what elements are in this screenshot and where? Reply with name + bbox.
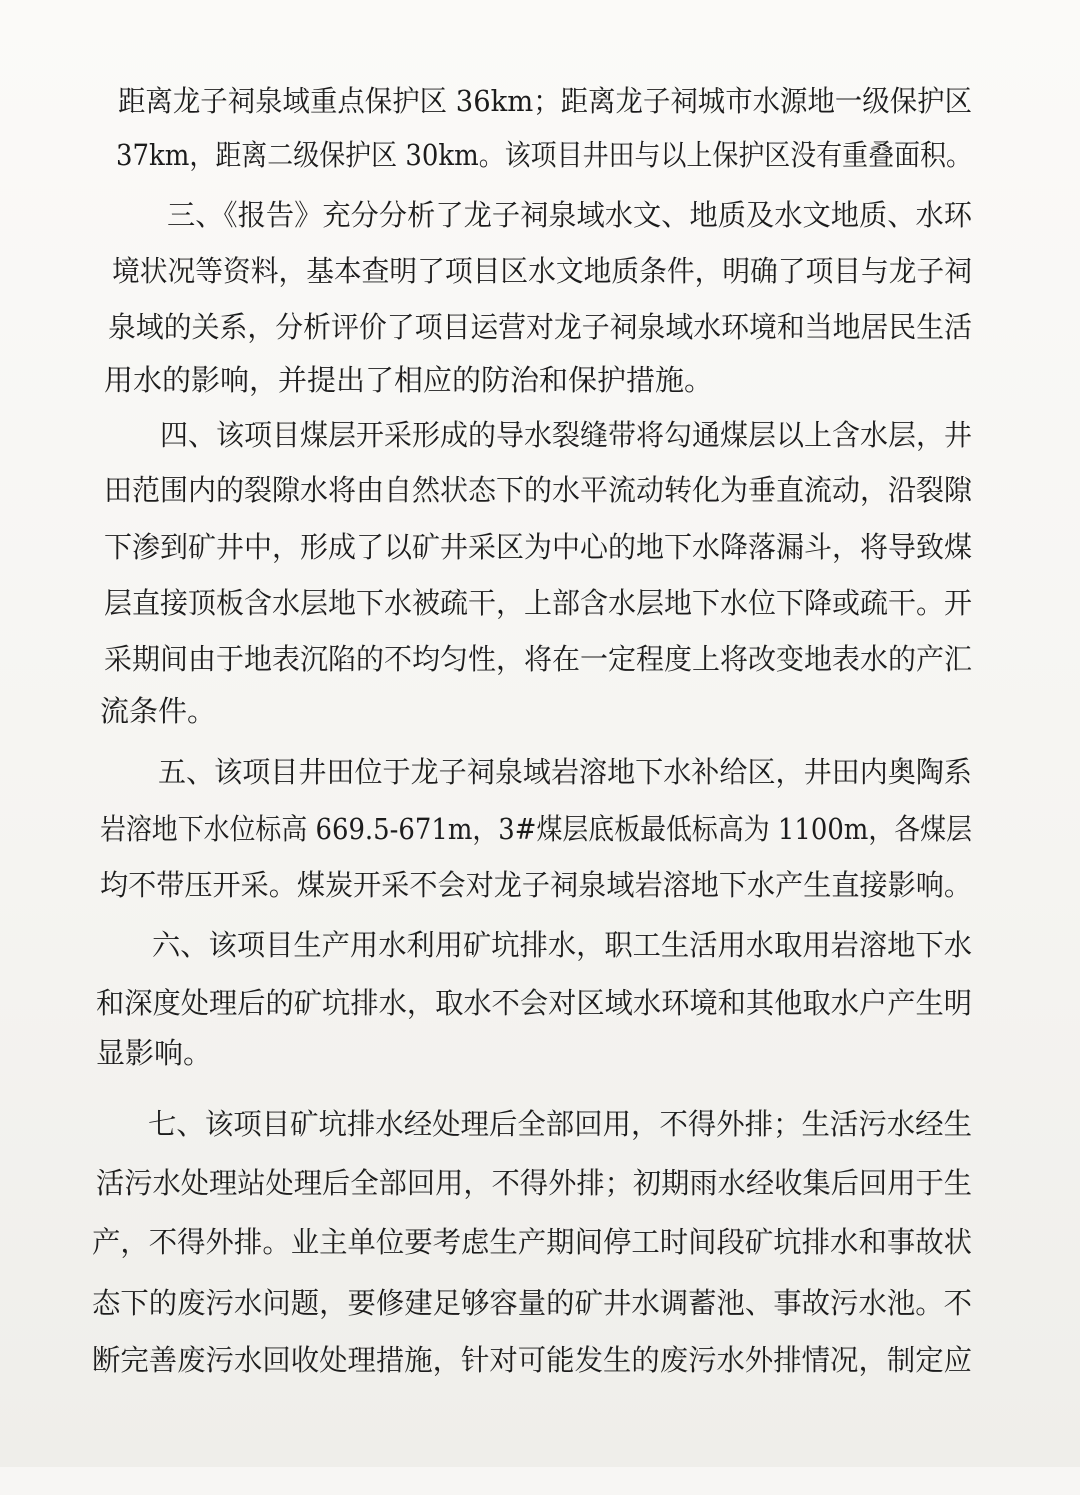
text-line bbox=[0, 1156, 1080, 1210]
text-line bbox=[0, 632, 1080, 686]
line-text: 六、该项目生产用水利用矿坑排水，职工生活用水取用岩溶地下水 bbox=[152, 928, 972, 962]
line-text: 七、该项目矿坑排水经处理后全部回用，不得外排；生活污水经生 bbox=[148, 1107, 972, 1141]
text-line bbox=[0, 300, 1080, 354]
line-text: 四、该项目煤层开采形成的导水裂缝带将勾通煤层以上含水层，井 bbox=[160, 418, 972, 452]
text-line bbox=[0, 684, 1080, 738]
line-text: 岩溶地下水位标高 669.5-671m，3#煤层底板最低标高为 1100m，各煤层 bbox=[100, 812, 972, 846]
line-text: 显影响。 bbox=[96, 1036, 213, 1070]
line-text: 泉域的关系，分析评价了项目运营对龙子祠泉域水环境和当地居民生活 bbox=[108, 310, 972, 344]
line-text: 三、《报告》充分分析了龙子祠泉域水文、地质及水文地质、水环 bbox=[167, 198, 972, 232]
line-text: 境状况等资料，基本查明了项目区水文地质条件，明确了项目与龙子祠 bbox=[112, 254, 972, 288]
text-line bbox=[0, 976, 1080, 1030]
text-line bbox=[0, 1026, 1080, 1080]
text-line bbox=[0, 1333, 1080, 1387]
line-text: 用水的影响，并提出了相应的防治和保护措施。 bbox=[104, 363, 714, 397]
line-text: 态下的废污水问题，要修建足够容量的矿井水调蓄池、事故污水池。不 bbox=[92, 1286, 972, 1320]
line-text: 活污水处理站处理后全部回用，不得外排；初期雨水经收集后回用于生 bbox=[96, 1166, 972, 1200]
line-text: 流条件。 bbox=[100, 694, 217, 728]
text-line bbox=[0, 576, 1080, 630]
line-text: 距离龙子祠泉域重点保护区 36km；距离龙子祠城市水源地一级保护区 bbox=[118, 84, 972, 118]
text-line bbox=[0, 74, 1080, 128]
line-text: 采期间由于地表沉陷的不均匀性，将在一定程度上将改变地表水的产汇 bbox=[104, 642, 972, 676]
text-line bbox=[0, 353, 1080, 407]
text-line bbox=[0, 1097, 1080, 1151]
line-text: 和深度处理后的矿坑排水，取水不会对区域水环境和其他取水户产生明 bbox=[96, 986, 972, 1020]
line-text: 断完善废污水回收处理措施，针对可能发生的废污水外排情况，制定应 bbox=[92, 1343, 972, 1377]
text-line bbox=[0, 1276, 1080, 1330]
text-line bbox=[0, 1215, 1080, 1269]
line-text: 37km，距离二级保护区 30km。该项目井田与以上保护区没有重叠面积。 bbox=[116, 138, 972, 172]
line-text: 产，不得外排。业主单位要考虑生产期间停工时间段矿坑排水和事故状 bbox=[92, 1225, 972, 1259]
line-text: 均不带压开采。煤炭开采不会对龙子祠泉域岩溶地下水产生直接影响。 bbox=[100, 868, 972, 902]
line-text: 五、该项目井田位于龙子祠泉域岩溶地下水补给区，井田内奥陶系 bbox=[158, 755, 972, 789]
line-text: 下渗到矿井中，形成了以矿井采区为中心的地下水降落漏斗，将导致煤 bbox=[104, 530, 972, 564]
line-text: 田范围内的裂隙水将由自然状态下的水平流动转化为垂直流动，沿裂隙 bbox=[104, 473, 972, 507]
text-line bbox=[0, 128, 1080, 182]
text-line bbox=[0, 802, 1080, 856]
text-line bbox=[0, 520, 1080, 574]
text-line bbox=[0, 858, 1080, 912]
text-line bbox=[0, 188, 1080, 242]
text-line bbox=[0, 918, 1080, 972]
text-line bbox=[0, 244, 1080, 298]
line-text: 层直接顶板含水层地下水被疏干，上部含水层地下水位下降或疏干。开 bbox=[104, 586, 972, 620]
text-line bbox=[0, 463, 1080, 517]
text-line bbox=[0, 745, 1080, 799]
text-line bbox=[0, 408, 1080, 462]
